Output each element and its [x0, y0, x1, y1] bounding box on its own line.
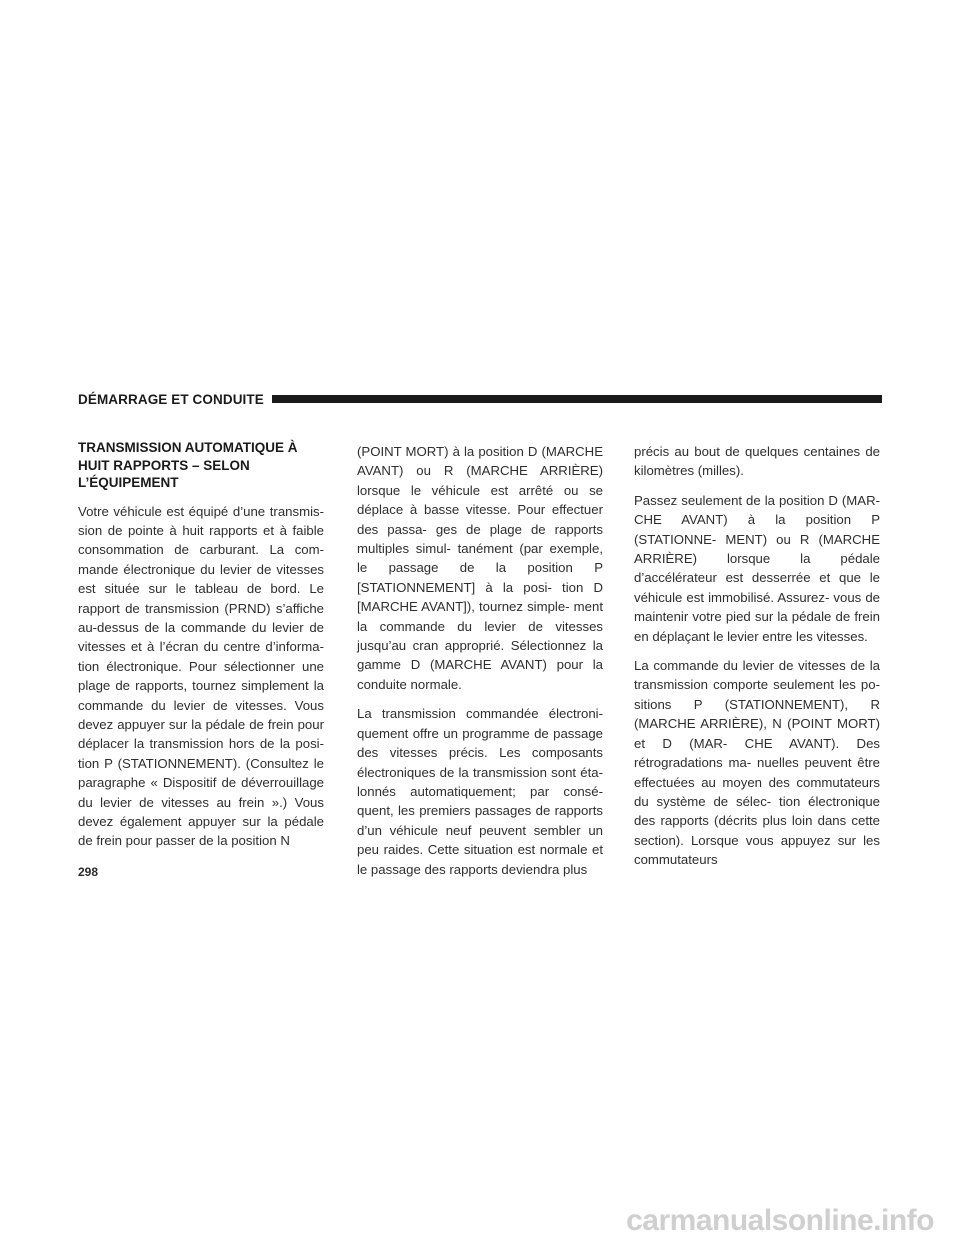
paragraph: Votre véhicule est équipé d’une transmis- sion de pointe à huit rapports et à faible consommation de carburant. La com- mande électronique du levier de vitesses est située sur le tableau de bord. Le rapport de transmission (PRND) s’affiche au-dessus de la commande du levier de vitesses et à l’écran du centre d’informa- tion électronique. Pour sélectionner une plage de rapports, tournez simplement la commande du levier de vitesses. Vous devez appuyer sur la pédale de frein pour déplacer la transmission hors de la posi- tion P (STATIONNEMENT). (Consultez le paragraphe « Dispositif de déverrouillage du levier de vitesses au frein ».) Vous devez également appuyer sur la pédale de frein pour passer de la position N — [78, 503, 324, 849]
section-header — [78, 389, 882, 409]
paragraph: (POINT MORT) à la position D (MARCHE AVANT) ou R (MARCHE ARRIÈRE) lorsque le véhicule est arrêté ou se déplace à basse vitesse. Pour effectuer des passa- ges de plage de rapports multiples simul- tanément (par exemple, le passage de la position P [STATIONNEMENT] à la posi- tion D [MARCHE AVANT]), tournez simple- ment la commande du levier de vitesses jusqu’au cran approprié. Sélectionnez la gamme D (MARCHE AVANT) pour la conduite normale. — [357, 444, 603, 692]
text-column-2 — [357, 442, 603, 889]
article-heading: TRANSMISSION AUTOMATIQUE À HUIT RAPPORTS – SELON L’ÉQUIPEMENT — [78, 440, 298, 490]
text-column-3 — [634, 442, 880, 880]
paragraph: précis au bout de quelques centaines de kilomètres (milles). — [634, 444, 880, 479]
paragraph: La commande du levier de vitesses de la transmission comporte seulement les po- sitions P (STATIONNEMENT), R (MARCHE ARRIÈRE), N (POINT MORT) et D (MAR- CHE AVANT). Des rétrogradations ma- nuelles peuvent être effectuées au moyen des commutateurs du système de sélec- tion électronique des rapports (décrits plus loin dans cette section). Lorsque vous appuyez sur les commutateurs — [634, 658, 880, 868]
text-column-1 — [78, 439, 324, 861]
paragraph: Passez seulement de la position D (MAR- CHE AVANT) à la position P (STATIONNE- MENT) ou R (MARCHE ARRIÈRE) lorsque la pédale d’accélérateur est desserrée et que le véhicule est immobilisé. Assurez- vous de maintenir votre pied sur la pédale de frein en déplaçant le levier entre les vitesses. — [634, 492, 880, 644]
page-number: 298 — [78, 865, 99, 879]
section-title: DÉMARRAGE ET CONDUITE — [78, 391, 264, 407]
paragraph: La transmission commandée électroni- quement offre un programme de passage des vitesses précis. Les composants électroniques de la transmission sont éta- lonnés automatiquement; par consé- quent, les premiers passages de rapports d’un véhicule neuf peuvent sembler un peu raides. Cette situation est normale et le passage des rapports deviendra plus — [357, 706, 603, 877]
section-header-bar — [272, 395, 882, 403]
watermark: carmanualsonline.info — [626, 1204, 934, 1237]
